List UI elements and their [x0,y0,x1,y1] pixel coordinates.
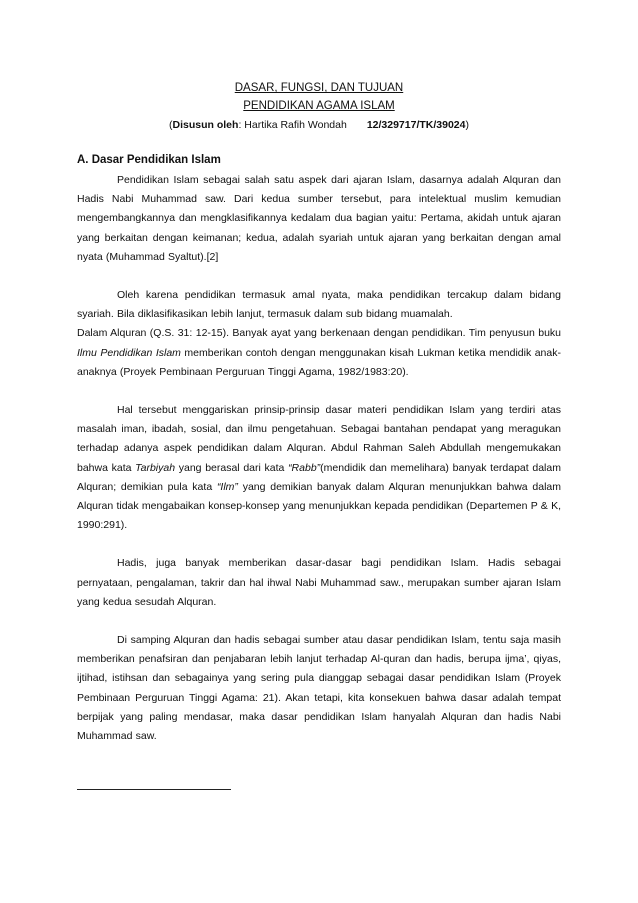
footnote-separator [77,789,231,790]
paragraph-4-text-a: Hal tersebut menggariskan prinsip-prinsip dasar materi pendidikan Islam yang terdiri atas masalah iman, ibadah, sosial, dan ilmu pengetahuan. Sebagai bantahan pendapat yang meragukan terhadap adanya aspek pendidikan dalam Alquran. Abdul Rahman Saleh Abdullah mengemukakan bahwa kata [77,404,561,474]
paragraph-6: Di samping Alquran dan hadis sebagai sumber atau dasar pendidikan Islam, tentu saja masih memberikan penafsiran dan penjabaran lebih lanjut terhadap Al-quran dan hadis, berupa ijma’, qiyas, ijtihad, istihsan dan sebagainya yang sering pula dianggap sebagai dasar pendidikan Islam (Proyek Pembinaan Perguruan Tinggi Agama: 21). Akan tetapi, kita konsekuen bahwa dasar adalah tempat berpijak yang paling mendasar, maka dasar pendidikan Islam hanyalah Alquran dan hadis Nabi Muhammad saw. [77,634,561,743]
paragraph-4-text-g: yang demikian banyak dalam Alquran menunjukkan bahwa dalam Alquran tidak mengabaikan konsep-konsep yang menunjukkan kepada pendidikan (Departemen P & K, 1990:291). [77,480,561,532]
document-title-line-2: PENDIDIKAN AGAMA ISLAM [243,100,395,112]
term-ilm: “Ilm” [216,480,238,493]
book-title-italic: Ilmu Pendidikan Islam [77,346,181,359]
byline-label: Disusun oleh [172,119,239,131]
paragraph-4 [77,401,561,535]
byline-close-paren: ) [465,119,469,131]
paragraph-3-text-c: memberikan contoh dengan menggunakan kisah Lukman ketika mendidik anak-anaknya (Proyek Pembinaan Perguruan Tinggi Agama, 1982/1983:20). [77,346,561,378]
term-rabb: “Rabb” [288,461,321,474]
paragraph-2: Oleh karena pendidikan termasuk amal nyata, maka pendidikan tercakup dalam bidang syariah. Bila diklasifikasikan lebih lanjut, termasuk dalam sub bidang muamalah. [77,289,561,321]
paragraph-5: Hadis, juga banyak memberikan dasar-dasar bagi pendidikan Islam. Hadis sebagai pernyataan, pengalaman, takrir dan hal ihwal Nabi Muhammad saw., merupakan sumber ajaran Islam yang kedua sesudah Alquran. [77,557,561,608]
paragraph-3 [77,324,561,382]
document-title-line-1: DASAR, FUNGSI, DAN TUJUAN [234,82,404,94]
paragraph-4-text-e: (mendidik dan memelihara) banyak terdapat dalam Alquran; demikian pula kata [77,461,561,493]
section-heading: A. Dasar Pendidikan Islam [77,154,221,166]
document-body [77,171,561,746]
term-tarbiyah: Tarbiyah [135,461,176,474]
paragraph-1: Pendidikan Islam sebagai salah satu aspek dari ajaran Islam, dasarnya adalah Alquran dan Hadis Nabi Muhammad saw. Dari kedua sumber tersebut, para intelektual muslim kemudian mengembangkannya dan mengklasifikannya kedalam dua bagian yaitu: Pertama, akidah untuk ajaran yang berkaitan dengan keimanan; kedua, adalah syariah untuk ajaran yang berkaitan dengan amal nyata (Muhammad Syaltut).[2] [77,174,561,263]
student-id: 12/329717/TK/39024 [366,119,466,131]
paragraph-3-text-a: Dalam Alquran (Q.S. 31: 12-15). Banyak ayat yang berkenaan dengan pendidikan. Tim penyusun buku [77,327,561,340]
byline-open-paren: ( [169,119,173,131]
author-byline [0,117,638,133]
byline-colon: : [238,119,245,131]
author-name: Hartika Rafih Wondah [244,119,347,131]
paragraph-4-text-c: yang berasal dari kata [175,461,289,474]
